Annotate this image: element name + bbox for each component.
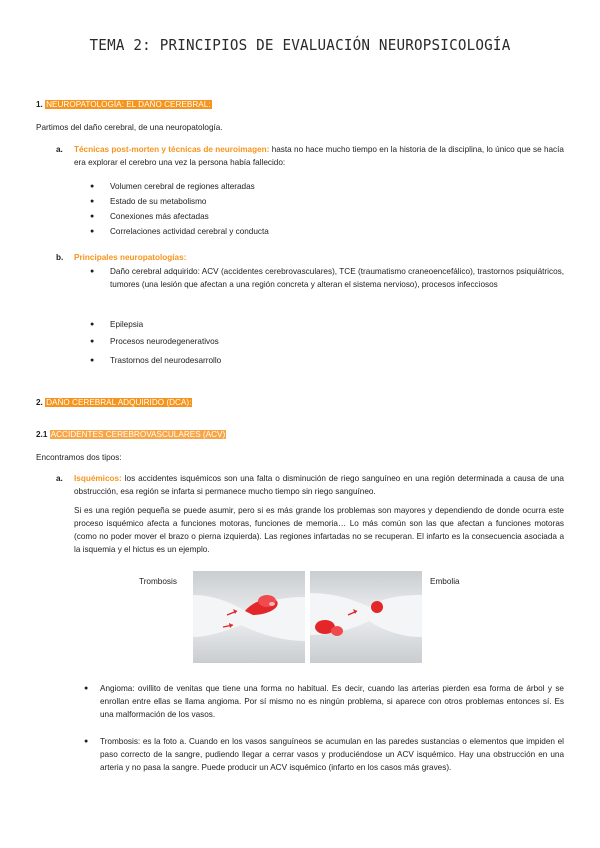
page-title: TEMA 2: PRINCIPIOS DE EVALUACIÓN NEUROPSICOLOGÍA	[89, 36, 511, 54]
figure-label-embolia: Embolia	[430, 577, 460, 586]
section-1-heading	[36, 98, 212, 111]
s1-a-label: Técnicas post-morten y técnicas de neuroimagen:	[74, 145, 270, 154]
s1-b-letter: b.	[56, 253, 64, 262]
bullet-icon: ●	[84, 738, 89, 745]
s1-a-letter: a.	[56, 145, 63, 154]
bullet-icon: ●	[90, 338, 95, 345]
thrombosis-embolism-figure	[193, 571, 422, 663]
list-item: Volumen cerebral de regiones alteradas	[110, 182, 255, 191]
bullet-icon: ●	[90, 228, 95, 235]
list-item: Epilepsia	[110, 320, 144, 329]
s2-a-text: los accidentes isquémicos son una falta o disminución de riego sanguíneo en una región determinada a causa de una obstrucción, esa región se infarta si permanece mucho tiempo sin riego sanguíneo.	[74, 474, 564, 496]
subsection-2-1-title: ACCIDENTES CEREBROVASCULARES (ACV)	[50, 430, 226, 439]
section-2-heading	[36, 396, 192, 409]
subsection-2-1-number: 2.1	[36, 430, 48, 439]
s2-a-paragraph	[74, 472, 564, 498]
s2-a-letter: a.	[56, 474, 63, 483]
section-1-intro: Partimos del daño cerebral, de una neuropatología.	[36, 123, 223, 132]
subsection-2-1-heading	[36, 428, 226, 441]
bullet-icon: ●	[84, 685, 89, 692]
thrombosis-illustration	[193, 571, 305, 663]
s1-a-text: hasta no hace mucho tiempo en la historia de la disciplina, lo único que se hacía era explorar el cerebro una vez la persona había fallecido:	[74, 145, 564, 167]
bullet-icon: ●	[90, 213, 95, 220]
list-item: Trastornos del neurodesarrollo	[110, 356, 222, 365]
section-2-number: 2.	[36, 398, 43, 407]
section-1-number: 1.	[36, 100, 43, 109]
list-item-trombosis: Trombosis: es la foto a. Cuando en los vasos sanguíneos se acumulan en las paredes sustancias o elementos que impiden el paso correcto de la sangre, pudiendo llegar a cerrar vasos y produciéndose un ACV isquémico. Hay una obstrucción en una arteria y no pasa la sangre. Puede producir un ACV isquémico (infarto en los casos más graves).	[100, 737, 564, 772]
bullet-icon: ●	[90, 357, 95, 364]
section-2-intro: Encontramos dos tipos:	[36, 453, 122, 462]
figure-label-trombosis: Trombosis	[139, 577, 177, 586]
list-item: Estado de su metabolismo	[110, 197, 207, 206]
section-2-title: DAÑO CEREBRAL ADQUIRIDO (DCA):	[46, 398, 192, 407]
list-item: Daño cerebral adquirido: ACV (accidentes cerebrovasculares), TCE (traumatismo craneoencefálico), trastornos psiquiátricos, tumores (una lesión que afectan a una región concreta y alteran el sistema nervioso), procesos infecciosos	[110, 267, 564, 289]
section-1-title: NEUROPATOLOGÍA: EL DAÑO CEREBRAL:	[46, 100, 211, 109]
s1-a-paragraph	[74, 143, 564, 169]
list-item-angioma: Angioma: ovillito de venitas que tiene una forma no habitual. Es decir, cuando las arterias pierden esa forma de árbol y se enrollan entre ellas se llama angioma. Por sí mismo no es ningún problema, si aparece con otros problemas entonces sí. Es una malformación de los vasos.	[100, 684, 564, 719]
s1-b-label: Principales neuropatologías:	[74, 253, 187, 262]
list-item: Conexiones más afectadas	[110, 212, 209, 221]
s2-a-label: Isquémicos:	[74, 474, 122, 483]
bullet-icon: ●	[90, 183, 95, 190]
s2-paragraph: Si es una región pequeña se puede asumir, pero si es más grande los problemas son mayores y dependiendo de donde ocurra este proceso isquémico afecta a funciones motoras, funciones de memoria… Lo más común son las que afectan a funciones motoras (como no poder mover el brazo o pierna izquierda). Las regiones infartadas no se recuperan. El infarto es la consecuencia asociada a la isquemia y el hictus es un ejemplo.	[74, 506, 564, 554]
list-item: Correlaciones actividad cerebral y conducta	[110, 227, 269, 236]
bullet-icon: ●	[90, 268, 95, 275]
embolism-illustration	[310, 571, 422, 663]
bullet-icon: ●	[90, 198, 95, 205]
bullet-icon: ●	[90, 321, 95, 328]
list-item: Procesos neurodegenerativos	[110, 337, 219, 346]
